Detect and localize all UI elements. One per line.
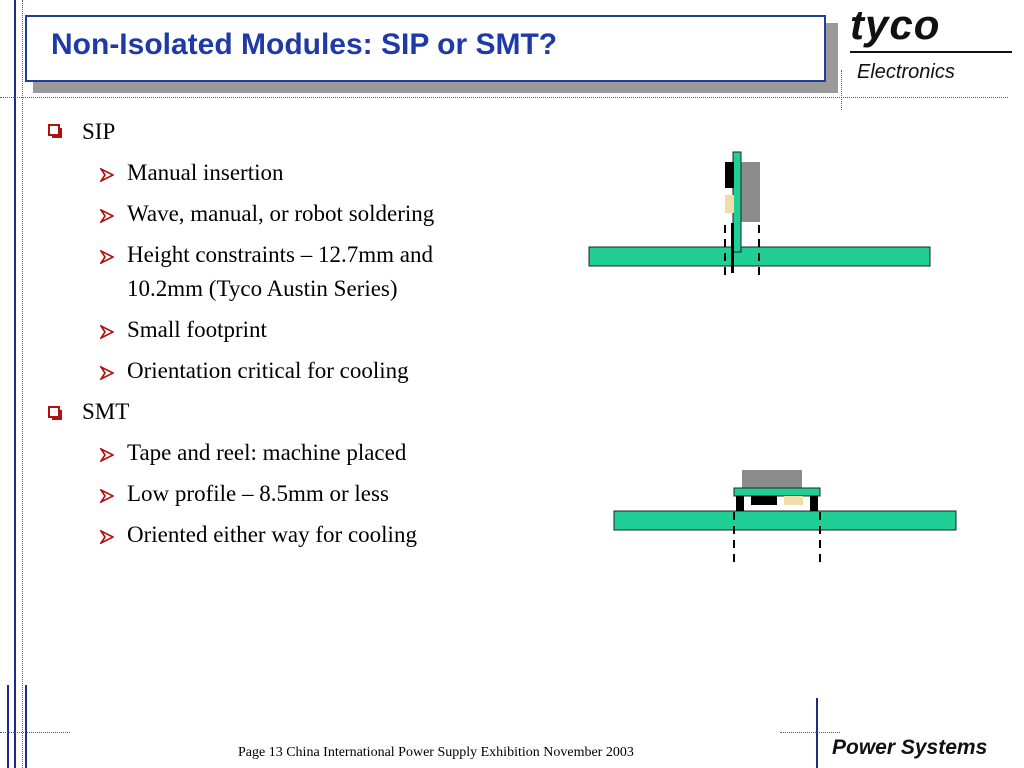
left-guide-line xyxy=(14,0,16,768)
sip-item: Orientation critical for cooling xyxy=(127,358,409,383)
bottom-left-guide xyxy=(7,685,9,768)
left-dotted-line xyxy=(22,0,23,768)
smt-black-component xyxy=(751,496,777,505)
sip-item: Manual insertion xyxy=(127,160,284,185)
smt-item: Tape and reel: machine placed xyxy=(127,440,407,465)
right-dotted-line xyxy=(841,70,842,110)
arrow-bullet-icon xyxy=(100,250,114,264)
bullet-sip: SIP xyxy=(82,119,116,144)
checkbox-bullet-icon xyxy=(48,406,60,418)
smt-item: Oriented either way for cooling xyxy=(127,522,417,547)
smt-left-lead xyxy=(736,496,744,511)
arrow-bullet-icon xyxy=(100,448,114,462)
sip-item: Wave, manual, or robot soldering xyxy=(127,201,435,226)
bottom-right-guide xyxy=(816,698,818,768)
arrow-bullet-icon xyxy=(100,489,114,503)
logo-rule xyxy=(850,51,1012,53)
bottom-left-dotted xyxy=(0,732,70,733)
bullet-smt: SMT xyxy=(82,399,130,424)
smt-right-lead xyxy=(810,496,818,511)
arrow-bullet-icon xyxy=(100,168,114,182)
smt-item: Low profile – 8.5mm or less xyxy=(127,481,389,506)
power-systems-logo: Power Systems xyxy=(832,736,988,759)
sip-item-continuation: 10.2mm (Tyco Austin Series) xyxy=(127,276,398,301)
smt-top-component xyxy=(742,470,802,488)
electronics-logo-text: Electronics xyxy=(857,61,955,83)
arrow-bullet-icon xyxy=(100,325,114,339)
arrow-bullet-icon xyxy=(100,209,114,223)
sip-item: Small footprint xyxy=(127,317,267,342)
sip-item: Height constraints – 12.7mm and xyxy=(127,242,433,267)
smt-tan-pad xyxy=(784,496,803,505)
top-dotted-line xyxy=(0,97,1008,98)
arrow-bullet-icon xyxy=(100,366,114,380)
pcb-board xyxy=(614,511,956,530)
checkbox-bullet-icon xyxy=(48,124,60,136)
sip-module-body xyxy=(740,162,760,222)
smt-diagram xyxy=(605,460,965,565)
bottom-right-dotted xyxy=(780,732,840,733)
sip-module-board xyxy=(733,152,741,252)
sip-pin xyxy=(731,223,734,273)
sip-diagram xyxy=(580,145,940,285)
bottom-left-guide-2 xyxy=(25,685,27,768)
smt-module-board xyxy=(734,488,820,496)
arrow-bullet-icon xyxy=(100,530,114,544)
page-title: Non-Isolated Modules: SIP or SMT? xyxy=(51,28,558,61)
sip-black-component xyxy=(725,162,734,188)
sip-tan-pad xyxy=(725,195,734,213)
tyco-logo: tyco xyxy=(850,1,941,48)
title-box xyxy=(25,15,826,82)
footer-text: Page 13 China International Power Supply Exhibition November 2003 xyxy=(238,745,634,760)
